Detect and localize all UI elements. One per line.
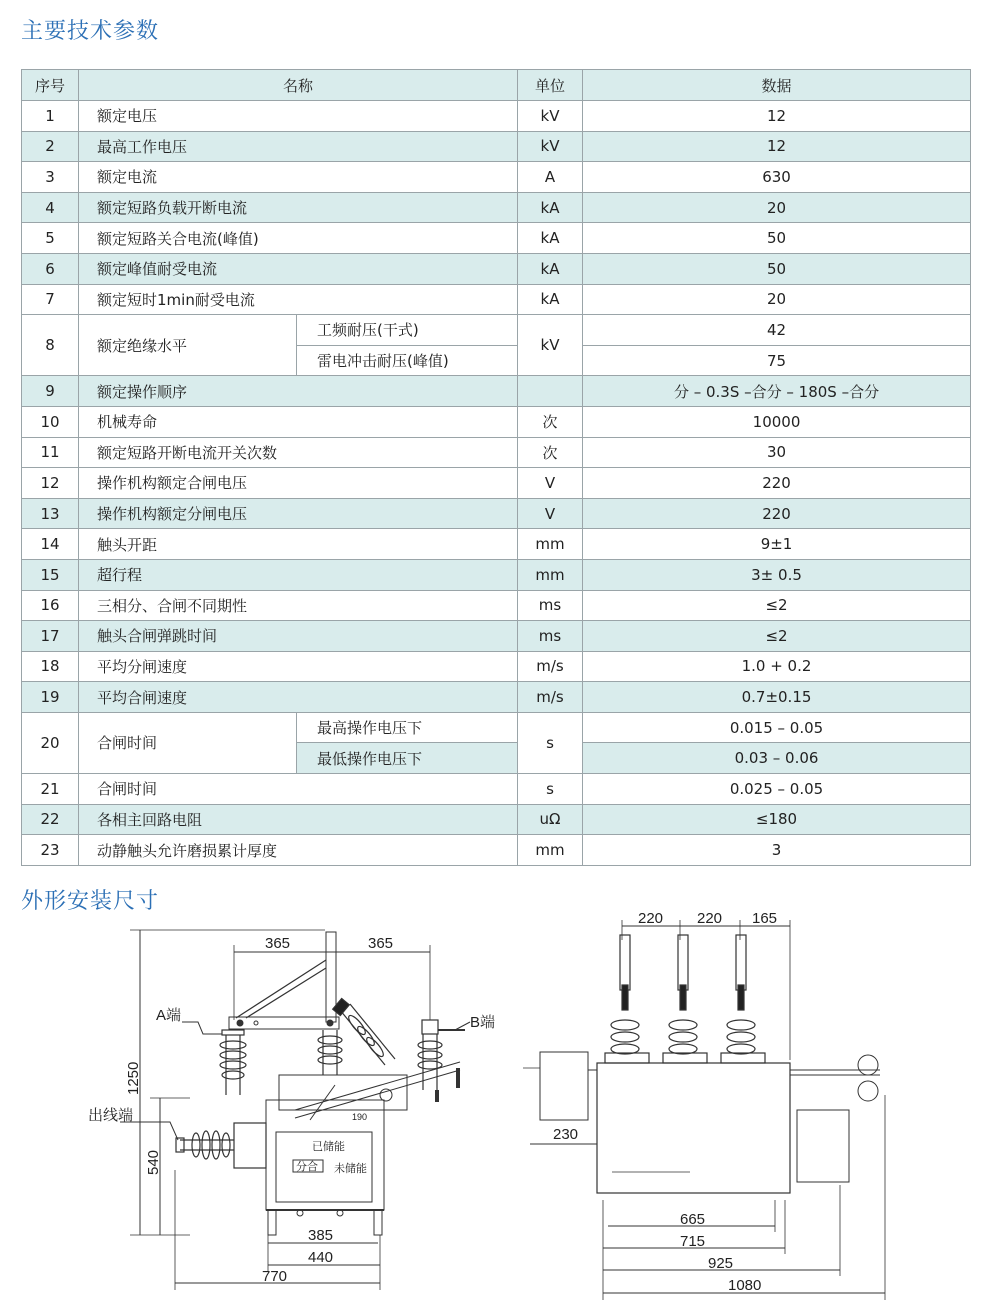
row-name: 平均分闸速度 — [79, 651, 518, 682]
row-name: 触头开距 — [79, 529, 518, 560]
row-value: ≤2 — [583, 590, 971, 621]
row-name: 触头合闸弹跳时间 — [79, 621, 518, 652]
dim-540: 540 — [145, 1149, 162, 1175]
dim-365-left: 365 — [265, 935, 291, 952]
row-unit: kA — [518, 284, 583, 315]
row-unit: mm — [518, 835, 583, 866]
row-no: 20 — [22, 712, 79, 773]
row-value: 20 — [583, 284, 971, 315]
dim-220-b: 220 — [697, 910, 723, 927]
table-row — [22, 712, 971, 743]
row-value: 20 — [583, 192, 971, 223]
row-name: 平均合闸速度 — [79, 682, 518, 713]
row-unit: m/s — [518, 651, 583, 682]
table-row — [22, 774, 971, 805]
table-row — [22, 284, 971, 315]
row-no: 22 — [22, 804, 79, 835]
row-unit: m/s — [518, 682, 583, 713]
row-value: 220 — [583, 498, 971, 529]
row-no: 17 — [22, 621, 79, 652]
row-unit: A — [518, 162, 583, 193]
row-value: 10000 — [583, 406, 971, 437]
row-no: 19 — [22, 682, 79, 713]
row-no: 6 — [22, 253, 79, 284]
row-no: 1 — [22, 101, 79, 132]
row-no: 14 — [22, 529, 79, 560]
dim-220-a: 220 — [638, 910, 664, 927]
row-value: 30 — [583, 437, 971, 468]
row-no: 11 — [22, 437, 79, 468]
table-row — [22, 437, 971, 468]
row-no: 16 — [22, 590, 79, 621]
row-unit: 次 — [518, 406, 583, 437]
row-no: 2 — [22, 131, 79, 162]
row-no: 7 — [22, 284, 79, 315]
row-no: 5 — [22, 223, 79, 254]
table-row — [22, 651, 971, 682]
row-unit: uΩ — [518, 804, 583, 835]
row-no: 15 — [22, 559, 79, 590]
row-value: 9±1 — [583, 529, 971, 560]
row-subname: 最低操作电压下 — [297, 743, 518, 774]
label-stored: 已储能 — [312, 1141, 345, 1153]
row-unit: mm — [518, 529, 583, 560]
row-no: 13 — [22, 498, 79, 529]
row-value: 0.7±0.15 — [583, 682, 971, 713]
row-name: 超行程 — [79, 559, 518, 590]
row-value: ≤180 — [583, 804, 971, 835]
row-subname: 雷电冲击耐压(峰值) — [297, 345, 518, 376]
table-row — [22, 621, 971, 652]
row-name: 操作机构额定合闸电压 — [79, 468, 518, 499]
row-unit: ms — [518, 621, 583, 652]
table-row — [22, 131, 971, 162]
dim-925: 925 — [708, 1255, 734, 1272]
row-name: 三相分、合闸不同期性 — [79, 590, 518, 621]
header-value: 数据 — [583, 70, 971, 101]
dim-1080: 1080 — [728, 1277, 762, 1294]
table-row — [22, 559, 971, 590]
row-unit: s — [518, 712, 583, 773]
row-value: 220 — [583, 468, 971, 499]
row-name: 操作机构额定分闸电压 — [79, 498, 518, 529]
header-unit: 单位 — [518, 70, 583, 101]
row-no: 21 — [22, 774, 79, 805]
table-row — [22, 406, 971, 437]
row-name: 额定短路关合电流(峰值) — [79, 223, 518, 254]
table-row — [22, 468, 971, 499]
row-value: 0.03 – 0.06 — [583, 743, 971, 774]
label-b-end: B端 — [470, 1014, 496, 1031]
dim-665: 665 — [680, 1211, 706, 1228]
row-no: 8 — [22, 315, 79, 376]
row-value: 75 — [583, 345, 971, 376]
table-row — [22, 162, 971, 193]
left-view — [120, 930, 470, 1290]
row-value: 3 — [583, 835, 971, 866]
params-title: 主要技术参数 — [21, 19, 160, 44]
label-a-end: A端 — [156, 1007, 182, 1024]
row-unit: kV — [518, 101, 583, 132]
dim-1250: 1250 — [125, 1061, 142, 1095]
row-name: 额定电流 — [79, 162, 518, 193]
dim-385: 385 — [308, 1227, 334, 1244]
table-row — [22, 804, 971, 835]
row-no: 9 — [22, 376, 79, 407]
label-open-close: 分合 — [296, 1161, 318, 1173]
row-unit: V — [518, 498, 583, 529]
row-value: ≤2 — [583, 621, 971, 652]
row-name: 动静触头允许磨损累计厚度 — [79, 835, 518, 866]
dim-365-right: 365 — [368, 935, 394, 952]
table-row — [22, 682, 971, 713]
row-unit: kV — [518, 315, 583, 376]
row-value: 12 — [583, 131, 971, 162]
table-row — [22, 223, 971, 254]
row-no: 23 — [22, 835, 79, 866]
row-unit: mm — [518, 559, 583, 590]
table-row — [22, 315, 971, 346]
table-row — [22, 529, 971, 560]
header-no: 序号 — [22, 70, 79, 101]
dim-165: 165 — [752, 910, 778, 927]
row-unit: ms — [518, 590, 583, 621]
dim-230: 230 — [553, 1126, 579, 1143]
row-value: 50 — [583, 223, 971, 254]
row-name: 额定绝缘水平 — [79, 315, 297, 376]
dim-770: 770 — [262, 1268, 288, 1285]
table-row — [22, 192, 971, 223]
row-subname: 工频耐压(干式) — [297, 315, 518, 346]
dims-title: 外形安装尺寸 — [21, 889, 160, 914]
row-name: 合闸时间 — [79, 712, 297, 773]
row-unit: kA — [518, 223, 583, 254]
row-name: 额定电压 — [79, 101, 518, 132]
params-table — [21, 69, 971, 866]
dim-715: 715 — [680, 1233, 706, 1250]
row-unit — [518, 376, 583, 407]
row-no: 12 — [22, 468, 79, 499]
dim-440: 440 — [308, 1249, 334, 1266]
dim-190: 190 — [352, 1112, 368, 1122]
row-no: 10 — [22, 406, 79, 437]
row-name: 最高工作电压 — [79, 131, 518, 162]
row-name: 额定操作顺序 — [79, 376, 518, 407]
row-unit: 次 — [518, 437, 583, 468]
row-unit: kV — [518, 131, 583, 162]
row-value: 分 – 0.3S –合分 – 180S –合分 — [583, 376, 971, 407]
label-not-stored: 未储能 — [334, 1163, 367, 1175]
row-value: 12 — [583, 101, 971, 132]
row-no: 3 — [22, 162, 79, 193]
table-row — [22, 498, 971, 529]
table-row — [22, 590, 971, 621]
row-no: 4 — [22, 192, 79, 223]
row-value: 0.015 – 0.05 — [583, 712, 971, 743]
row-unit: kA — [518, 192, 583, 223]
row-value: 0.025 – 0.05 — [583, 774, 971, 805]
row-value: 42 — [583, 315, 971, 346]
row-unit: kA — [518, 253, 583, 284]
label-outlet: 出线端 — [88, 1107, 134, 1124]
table-row — [22, 376, 971, 407]
row-name: 额定短时1min耐受电流 — [79, 284, 518, 315]
row-no: 18 — [22, 651, 79, 682]
row-value: 3± 0.5 — [583, 559, 971, 590]
row-value: 630 — [583, 162, 971, 193]
row-name: 合闸时间 — [79, 774, 518, 805]
row-value: 1.0 + 0.2 — [583, 651, 971, 682]
table-row — [22, 835, 971, 866]
row-name: 各相主回路电阻 — [79, 804, 518, 835]
table-row — [22, 101, 971, 132]
row-value: 50 — [583, 253, 971, 284]
row-name: 额定短路开断电流开关次数 — [79, 437, 518, 468]
row-unit: s — [518, 774, 583, 805]
row-name: 机械寿命 — [79, 406, 518, 437]
table-header-row — [22, 70, 971, 101]
row-name: 额定峰值耐受电流 — [79, 253, 518, 284]
header-name: 名称 — [79, 70, 518, 101]
row-unit: V — [518, 468, 583, 499]
row-subname: 最高操作电压下 — [297, 712, 518, 743]
dimension-drawing — [0, 910, 1000, 1315]
table-row — [22, 253, 971, 284]
row-name: 额定短路负载开断电流 — [79, 192, 518, 223]
